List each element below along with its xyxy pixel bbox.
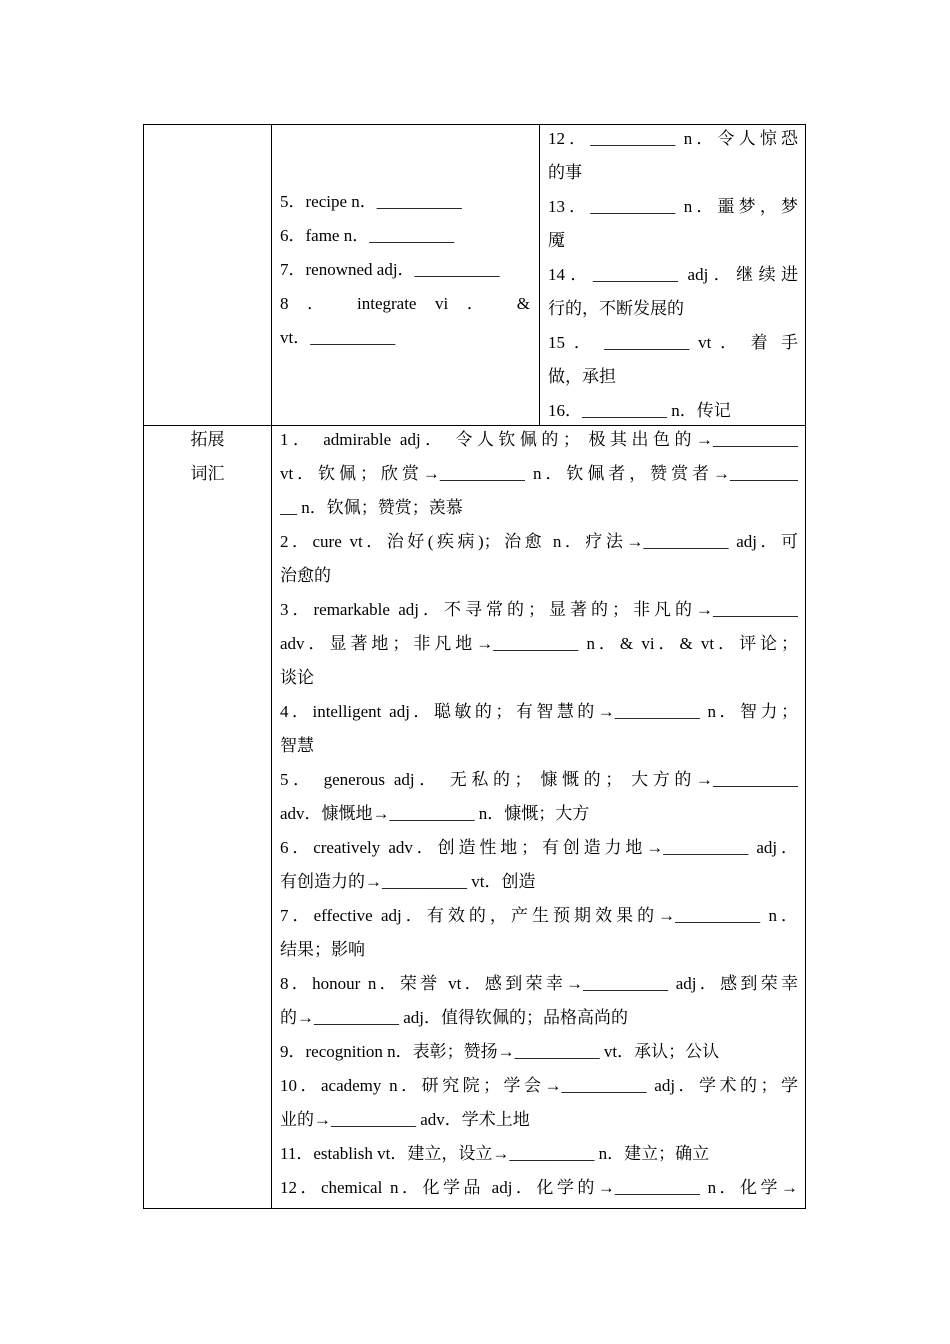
vocabulary-table bbox=[143, 124, 806, 1209]
row1-mid-cell bbox=[280, 185, 530, 355]
vocab-item: 14．__________ adj．继续进 bbox=[548, 265, 798, 284]
expansion-line: 6．creatively adv．创造性地；有创造力地→__________ adj． bbox=[280, 838, 798, 857]
expansion-line: 业的→__________ adv．学术上地 bbox=[280, 1110, 530, 1129]
row2-label-line: 词汇 bbox=[190, 464, 225, 484]
expansion-line: 7．effective adj．有效的，产生预期效果的→__________ n． bbox=[280, 906, 798, 925]
expansion-line: __ n．钦佩；赞赏；羡慕 bbox=[280, 498, 463, 517]
expansion-line: 11．establish vt．建立，设立→__________ n．建立；确立 bbox=[280, 1144, 710, 1163]
expansion-line: 10．academy n．研究院；学会→__________ adj．学术的；学 bbox=[280, 1076, 798, 1095]
row1-right-cell bbox=[548, 122, 798, 428]
expansion-line: 有创造力的→__________ vt．创造 bbox=[280, 872, 536, 891]
expansion-line: 结果；影响 bbox=[280, 940, 365, 959]
vocab-item: 12．__________ n．令人惊恐 bbox=[548, 129, 798, 148]
expansion-line: 8．honour n．荣誉 vt．感到荣幸→__________ adj．感到荣幸 bbox=[280, 974, 798, 993]
row2-label-line: 拓展 bbox=[190, 430, 225, 450]
column-divider-2 bbox=[539, 125, 540, 425]
vocab-item: 做，承担 bbox=[548, 367, 616, 386]
expansion-line: 9．recognition n．表彰；赞扬→__________ vt．承认；公认 bbox=[280, 1042, 720, 1061]
column-divider-1 bbox=[271, 125, 272, 1208]
vocab-item: 魇 bbox=[548, 231, 565, 250]
expansion-line: adv．显著地；非凡地→__________ n．& vi．& vt．评论； bbox=[280, 634, 798, 653]
row2-label bbox=[144, 423, 271, 491]
vocab-item: vt．__________ bbox=[280, 328, 396, 347]
expansion-line: 4．intelligent adj．聪敏的；有智慧的→__________ n．智力； bbox=[280, 702, 798, 721]
expansion-line: 智慧 bbox=[280, 736, 314, 755]
expansion-line: vt．钦佩；欣赏→__________ n．钦佩者，赞赏者→________ bbox=[280, 464, 798, 483]
vocab-item: 5．recipe n．__________ bbox=[280, 192, 462, 211]
expansion-line: 治愈的 bbox=[280, 566, 331, 585]
expansion-line: 谈论 bbox=[280, 668, 314, 687]
expansion-line: 12．chemical n．化学品 adj．化学的→__________ n．化学→ bbox=[280, 1178, 798, 1197]
expansion-line: adv．慷慨地→__________ n．慷慨；大方 bbox=[280, 804, 590, 823]
vocab-item: 15 ． __________ vt ． 着 手 bbox=[548, 333, 798, 352]
vocab-item: 的事 bbox=[548, 163, 582, 182]
expansion-line: 5． generous adj． 无私的； 慷慨的； 大方的→__________ bbox=[280, 770, 798, 789]
expansion-line: 的→__________ adj．值得钦佩的；品格高尚的 bbox=[280, 1008, 629, 1027]
vocab-item: 行的，不断发展的 bbox=[548, 299, 684, 318]
vocab-item: 6．fame n．__________ bbox=[280, 226, 455, 245]
vocab-item: 13．__________ n．噩梦，梦 bbox=[548, 197, 798, 216]
vocab-item: 16．__________ n．传记 bbox=[548, 401, 731, 420]
expansion-line: 1． admirable adj． 令人钦佩的； 极其出色的→__________ bbox=[280, 430, 798, 449]
vocab-item: 8 ． integrate vi ． & bbox=[280, 294, 530, 313]
expansion-line: 2．cure vt．治好(疾病)；治愈 n．疗法→__________ adj．可 bbox=[280, 532, 798, 551]
expansion-line: 3．remarkable adj．不寻常的；显著的；非凡的→__________ bbox=[280, 600, 798, 619]
row2-content-cell bbox=[280, 423, 798, 1205]
vocab-item: 7．renowned adj．__________ bbox=[280, 260, 500, 279]
